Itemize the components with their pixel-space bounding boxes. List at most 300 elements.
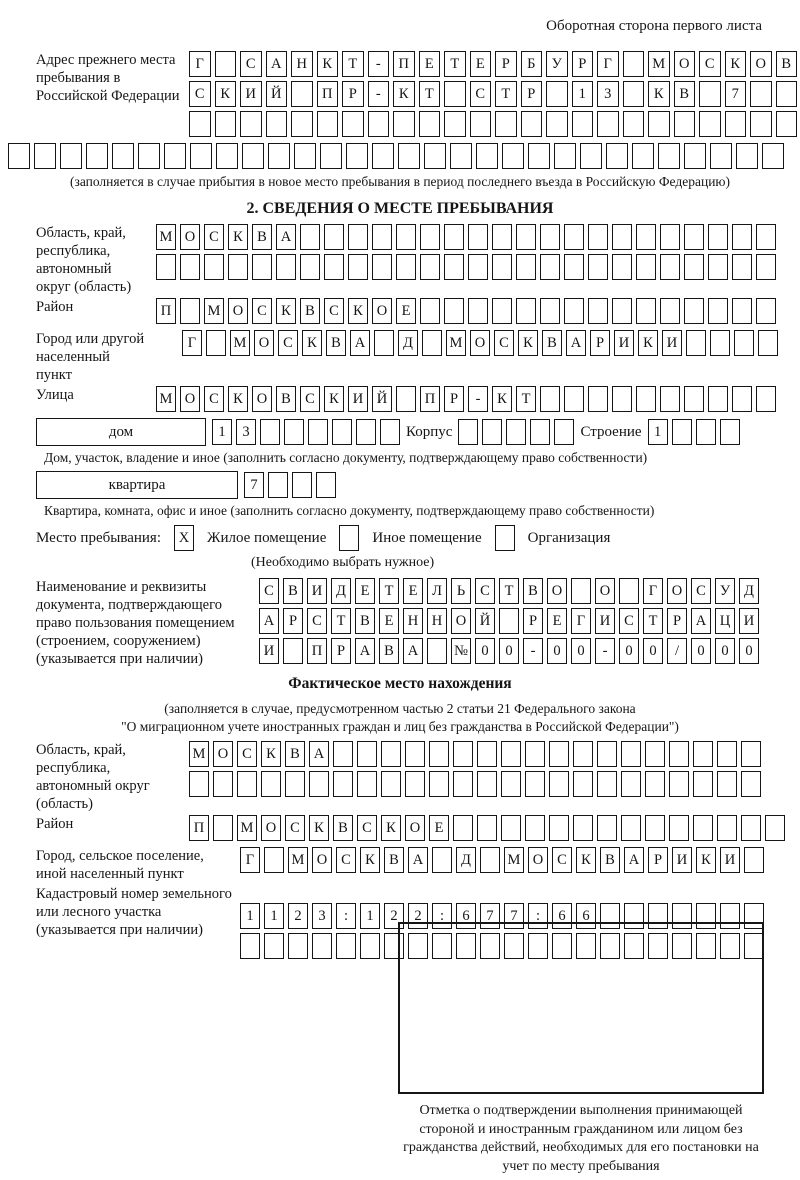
char-cell: М xyxy=(446,330,466,356)
char-cell: О xyxy=(750,51,772,77)
kvartira-number-boxes xyxy=(244,472,336,498)
char-cell: М xyxy=(156,224,176,250)
zhiloe-checkbox xyxy=(174,525,194,551)
fact-rayon-boxes xyxy=(189,815,792,841)
char-cell xyxy=(684,224,704,250)
char-cell: Д xyxy=(739,578,759,604)
char-cell: 1 xyxy=(572,81,594,107)
zhiloe-label: Жилое помещение xyxy=(207,529,327,546)
char-cell: К xyxy=(302,330,322,356)
char-cell xyxy=(453,771,473,797)
char-cell: В xyxy=(355,608,375,634)
char-cell: 1 xyxy=(264,903,284,929)
char-cell xyxy=(495,111,517,137)
char-cell: П xyxy=(393,51,415,77)
char-cell: Е xyxy=(419,51,441,77)
char-cell: Ь xyxy=(451,578,471,604)
char-cell: Т xyxy=(516,386,536,412)
char-cell xyxy=(189,111,211,137)
char-cell xyxy=(396,224,416,250)
char-cell: Т xyxy=(419,81,441,107)
char-cell: О xyxy=(528,847,548,873)
char-cell: К xyxy=(696,847,716,873)
char-cell: С xyxy=(552,847,572,873)
char-cell: И xyxy=(348,386,368,412)
char-cell xyxy=(112,143,134,169)
char-cell: А xyxy=(266,51,288,77)
char-cell: Р xyxy=(667,608,687,634)
char-cell xyxy=(693,741,713,767)
char-cell xyxy=(499,608,519,634)
char-cell xyxy=(540,254,560,280)
char-cell xyxy=(669,741,689,767)
char-cell xyxy=(528,143,550,169)
char-cell: В xyxy=(300,298,320,324)
char-cell: Г xyxy=(597,51,619,77)
char-cell xyxy=(554,419,574,445)
char-cell: С xyxy=(278,330,298,356)
char-cell: О xyxy=(405,815,425,841)
char-cell: - xyxy=(595,638,615,664)
section2-header: 2. СВЕДЕНИЯ О МЕСТЕ ПРЕБЫВАНИЯ xyxy=(246,200,554,217)
char-cell xyxy=(357,771,377,797)
char-cell: С xyxy=(470,81,492,107)
char-cell xyxy=(320,143,342,169)
char-cell xyxy=(606,143,628,169)
char-cell xyxy=(424,143,446,169)
char-cell xyxy=(750,111,772,137)
char-cell xyxy=(453,815,473,841)
char-cell: С xyxy=(189,81,211,107)
char-cell xyxy=(572,111,594,137)
char-cell xyxy=(669,815,689,841)
char-cell: М xyxy=(288,847,308,873)
char-cell xyxy=(684,143,706,169)
char-cell: Т xyxy=(495,81,517,107)
char-cell xyxy=(623,81,645,107)
char-cell xyxy=(699,81,721,107)
char-cell xyxy=(521,111,543,137)
char-cell: Р xyxy=(342,81,364,107)
char-cell xyxy=(374,330,394,356)
char-cell: 2 xyxy=(288,903,308,929)
char-cell xyxy=(669,771,689,797)
char-cell: 0 xyxy=(547,638,567,664)
korpus-label: Корпус xyxy=(406,423,453,440)
char-cell: В xyxy=(600,847,620,873)
char-cell xyxy=(564,254,584,280)
char-cell: А xyxy=(403,638,423,664)
char-cell xyxy=(189,771,209,797)
char-cell xyxy=(597,111,619,137)
char-cell: К xyxy=(725,51,747,77)
char-cell xyxy=(432,847,452,873)
doc-field xyxy=(36,578,792,668)
char-cell: О xyxy=(180,224,200,250)
char-cell xyxy=(480,847,500,873)
char-cell: В xyxy=(384,847,404,873)
char-cell xyxy=(312,933,332,959)
char-cell: М xyxy=(189,741,209,767)
char-cell: П xyxy=(420,386,440,412)
char-cell xyxy=(525,771,545,797)
char-cell: 1 xyxy=(648,419,668,445)
char-cell xyxy=(180,298,200,324)
char-cell xyxy=(516,298,536,324)
char-cell xyxy=(564,386,584,412)
char-cell: В xyxy=(542,330,562,356)
char-cell xyxy=(468,224,488,250)
char-cell: Г xyxy=(240,847,260,873)
char-cell xyxy=(554,143,576,169)
char-cell xyxy=(317,111,339,137)
char-cell xyxy=(324,254,344,280)
char-cell: Т xyxy=(331,608,351,634)
char-cell xyxy=(291,111,313,137)
stamp-area xyxy=(398,922,764,1176)
char-cell xyxy=(645,741,665,767)
char-cell xyxy=(571,578,591,604)
char-cell: С xyxy=(357,815,377,841)
char-cell: О xyxy=(667,578,687,604)
mesto-note: (Необходимо выбрать нужное) xyxy=(251,555,435,570)
char-cell xyxy=(348,254,368,280)
char-cell xyxy=(588,298,608,324)
char-cell xyxy=(422,330,442,356)
char-cell: С xyxy=(240,51,262,77)
char-cell xyxy=(348,224,368,250)
char-cell xyxy=(597,815,617,841)
ulitsa-boxes xyxy=(156,386,792,412)
char-cell xyxy=(710,330,730,356)
char-cell xyxy=(215,51,237,77)
char-cell: 0 xyxy=(475,638,495,664)
char-cell xyxy=(285,771,305,797)
char-cell: 1 xyxy=(212,419,232,445)
char-cell xyxy=(283,638,303,664)
kvartira-row xyxy=(36,471,792,499)
char-cell: В xyxy=(276,386,296,412)
char-cell xyxy=(492,298,512,324)
char-cell xyxy=(612,224,632,250)
char-cell xyxy=(725,111,747,137)
char-cell: 0 xyxy=(571,638,591,664)
char-cell xyxy=(564,224,584,250)
fact-note-line2: "О миграционном учете иностранных граждан и лиц без гражданства в Российской Федерации") xyxy=(121,719,679,734)
char-cell xyxy=(477,741,497,767)
char-cell xyxy=(477,771,497,797)
char-cell xyxy=(420,254,440,280)
char-cell xyxy=(357,741,377,767)
char-cell: И xyxy=(259,638,279,664)
char-cell: М xyxy=(237,815,257,841)
char-cell: О xyxy=(213,741,233,767)
char-cell: Р xyxy=(572,51,594,77)
char-cell: 0 xyxy=(739,638,759,664)
char-cell: 0 xyxy=(619,638,639,664)
char-cell: 2 xyxy=(384,903,404,929)
char-cell xyxy=(294,143,316,169)
char-cell xyxy=(540,298,560,324)
char-cell: К xyxy=(518,330,538,356)
char-cell xyxy=(693,815,713,841)
char-cell xyxy=(525,741,545,767)
char-cell xyxy=(776,111,798,137)
char-cell xyxy=(264,847,284,873)
char-cell: 2 xyxy=(408,903,428,929)
char-cell xyxy=(621,771,641,797)
char-cell xyxy=(710,143,732,169)
char-cell xyxy=(356,419,376,445)
char-cell: А xyxy=(355,638,375,664)
ulitsa-label: Улица xyxy=(36,387,74,403)
char-cell xyxy=(736,143,758,169)
char-cell: Ц xyxy=(715,608,735,634)
char-cell xyxy=(619,578,639,604)
char-cell xyxy=(372,143,394,169)
char-cell xyxy=(776,81,798,107)
char-cell: С xyxy=(237,741,257,767)
char-cell xyxy=(427,638,447,664)
char-cell: О xyxy=(261,815,281,841)
dom-note: Дом, участок, владение и иное (заполнить согласно документу, подтверждающему право собственности) xyxy=(44,450,648,465)
char-cell xyxy=(164,143,186,169)
prev-address-boxes-row2 xyxy=(189,81,797,107)
char-cell xyxy=(215,111,237,137)
char-cell xyxy=(213,771,233,797)
char-cell: А xyxy=(276,224,296,250)
char-cell: 7 xyxy=(504,903,524,929)
char-cell xyxy=(588,386,608,412)
fact-note-line1: (заполняется в случае, предусмотренном частью 2 статьи 21 Федерального закона xyxy=(164,701,636,716)
char-cell: О xyxy=(228,298,248,324)
char-cell: Р xyxy=(283,608,303,634)
char-cell xyxy=(444,224,464,250)
doc-boxes-row3 xyxy=(259,638,792,664)
char-cell xyxy=(266,111,288,137)
char-cell: А xyxy=(259,608,279,634)
char-cell: Р xyxy=(521,81,543,107)
char-cell: Е xyxy=(379,608,399,634)
char-cell xyxy=(268,143,290,169)
char-cell xyxy=(621,741,641,767)
stroenie-label: Строение xyxy=(580,423,642,440)
dom-box: дом xyxy=(36,418,206,446)
char-cell: К xyxy=(638,330,658,356)
char-cell: К xyxy=(381,815,401,841)
char-cell: Г xyxy=(571,608,591,634)
fact-oblast-field xyxy=(36,741,792,813)
char-cell: X xyxy=(174,525,194,551)
char-cell: 3 xyxy=(312,903,332,929)
char-cell xyxy=(636,386,656,412)
char-cell xyxy=(156,254,176,280)
dom-row xyxy=(36,418,792,446)
char-cell: 0 xyxy=(643,638,663,664)
char-cell xyxy=(684,386,704,412)
char-cell xyxy=(660,386,680,412)
char-cell xyxy=(588,224,608,250)
char-cell xyxy=(276,254,296,280)
char-cell xyxy=(525,815,545,841)
char-cell xyxy=(429,741,449,767)
char-cell xyxy=(333,771,353,797)
char-cell: Д xyxy=(456,847,476,873)
char-cell xyxy=(324,224,344,250)
char-cell xyxy=(762,143,784,169)
char-cell xyxy=(756,386,776,412)
char-cell xyxy=(228,254,248,280)
char-cell xyxy=(204,254,224,280)
char-cell: В xyxy=(285,741,305,767)
char-cell: А xyxy=(566,330,586,356)
char-cell xyxy=(734,330,754,356)
char-cell: С xyxy=(494,330,514,356)
char-cell xyxy=(332,419,352,445)
char-cell xyxy=(580,143,602,169)
char-cell xyxy=(372,254,392,280)
stamp-box xyxy=(398,922,764,1094)
stamp-caption: Отметка о подтверждении выполнения принимающей стороной и иностранным гражданином или лицом без гражданства действий, необходимых для его постановки на учет по месту пребывания xyxy=(403,1103,759,1174)
char-cell xyxy=(708,298,728,324)
char-cell: Й xyxy=(372,386,392,412)
char-cell: К xyxy=(492,386,512,412)
char-cell xyxy=(549,771,569,797)
char-cell xyxy=(758,330,778,356)
char-cell xyxy=(732,254,752,280)
char-cell: К xyxy=(360,847,380,873)
char-cell: М xyxy=(648,51,670,77)
char-cell: П xyxy=(307,638,327,664)
char-cell xyxy=(420,298,440,324)
char-cell xyxy=(458,419,478,445)
char-cell xyxy=(502,143,524,169)
char-cell: 7 xyxy=(480,903,500,929)
char-cell xyxy=(506,419,526,445)
char-cell xyxy=(309,771,329,797)
option-zhiloe xyxy=(174,525,326,551)
kadastr-label: Кадастровый номер земельного или лесного участка (указывается при наличии) xyxy=(36,886,232,938)
char-cell xyxy=(699,111,721,137)
char-cell xyxy=(623,111,645,137)
fact-gorod-boxes xyxy=(240,847,792,873)
char-cell: - xyxy=(523,638,543,664)
char-cell xyxy=(648,111,670,137)
char-cell: И xyxy=(240,81,262,107)
char-cell xyxy=(693,771,713,797)
char-cell: О xyxy=(254,330,274,356)
char-cell: Г xyxy=(189,51,211,77)
char-cell: И xyxy=(672,847,692,873)
char-cell xyxy=(717,771,737,797)
char-cell xyxy=(264,933,284,959)
char-cell: 7 xyxy=(244,472,264,498)
char-cell xyxy=(632,143,654,169)
char-cell: Г xyxy=(182,330,202,356)
char-cell xyxy=(237,771,257,797)
prev-address-boxes-row4 xyxy=(8,143,792,169)
char-cell: С xyxy=(691,578,711,604)
prev-address-boxes-row1 xyxy=(189,51,797,77)
char-cell: У xyxy=(546,51,568,77)
char-cell xyxy=(546,81,568,107)
char-cell xyxy=(612,386,632,412)
char-cell xyxy=(381,741,401,767)
char-cell xyxy=(588,254,608,280)
char-cell xyxy=(8,143,30,169)
char-cell: О xyxy=(595,578,615,604)
fact-rayon-label: Район xyxy=(36,816,74,832)
char-cell xyxy=(573,771,593,797)
prev-address-boxes-row3 xyxy=(189,111,797,137)
char-cell: О xyxy=(451,608,471,634)
char-cell xyxy=(405,741,425,767)
char-cell xyxy=(419,111,441,137)
char-cell: Н xyxy=(427,608,447,634)
char-cell: К xyxy=(276,298,296,324)
char-cell: С xyxy=(204,386,224,412)
char-cell: 3 xyxy=(597,81,619,107)
char-cell: О xyxy=(372,298,392,324)
char-cell: - xyxy=(368,51,390,77)
char-cell: О xyxy=(470,330,490,356)
char-cell xyxy=(470,111,492,137)
char-cell xyxy=(342,111,364,137)
char-cell xyxy=(540,386,560,412)
char-cell: Е xyxy=(547,608,567,634)
stroenie-boxes xyxy=(648,419,740,445)
char-cell: Т xyxy=(643,608,663,634)
char-cell: К xyxy=(261,741,281,767)
char-cell xyxy=(612,298,632,324)
char-cell xyxy=(549,815,569,841)
char-cell: Й xyxy=(475,608,495,634)
char-cell: 3 xyxy=(236,419,256,445)
char-cell: 1 xyxy=(360,903,380,929)
char-cell: С xyxy=(259,578,279,604)
char-cell: Н xyxy=(403,608,423,634)
organizatsiya-checkbox xyxy=(495,525,515,551)
char-cell: О xyxy=(252,386,272,412)
prev-address-field xyxy=(36,51,792,141)
char-cell: 7 xyxy=(725,81,747,107)
char-cell: А xyxy=(408,847,428,873)
char-cell: К xyxy=(215,81,237,107)
inoe-checkbox xyxy=(339,525,359,551)
char-cell xyxy=(333,741,353,767)
char-cell xyxy=(339,525,359,551)
char-cell xyxy=(495,525,515,551)
char-cell: № xyxy=(451,638,471,664)
char-cell xyxy=(621,815,641,841)
char-cell: В xyxy=(326,330,346,356)
rayon-label: Район xyxy=(36,299,74,315)
char-cell: К xyxy=(393,81,415,107)
rayon-boxes xyxy=(156,298,792,324)
char-cell: П xyxy=(189,815,209,841)
kvartira-box: квартира xyxy=(36,471,238,499)
ulitsa-field xyxy=(36,386,792,416)
char-cell: Т xyxy=(444,51,466,77)
char-cell xyxy=(674,111,696,137)
char-cell xyxy=(696,419,716,445)
fact-gorod-field xyxy=(36,847,792,883)
char-cell: Т xyxy=(379,578,399,604)
char-cell xyxy=(645,815,665,841)
char-cell: 6 xyxy=(552,903,572,929)
char-cell: Е xyxy=(470,51,492,77)
fact-header: Фактическое место нахождения xyxy=(288,675,512,692)
